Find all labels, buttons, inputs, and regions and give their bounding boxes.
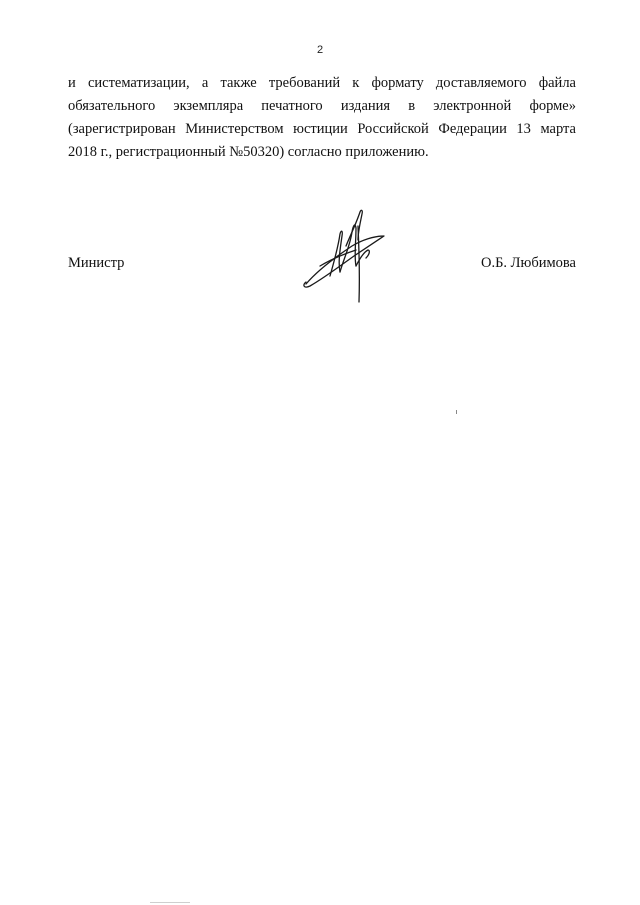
signer-name: О.Б. Любимова — [481, 255, 576, 271]
paragraph-line: обязательного экземпляра печатного издания в электронной форме» — [68, 98, 576, 114]
body-paragraph — [68, 72, 576, 164]
paragraph-line: 2018 г., регистрационный №50320) согласно приложению. — [68, 144, 429, 160]
paragraph-line: (зарегистрирован Министерством юстиции Российской Федерации 13 марта — [68, 121, 576, 137]
paragraph-line: и систематизации, а также требований к формату доставляемого файла — [68, 75, 576, 91]
handwritten-signature-icon — [300, 206, 392, 304]
signature-block — [68, 200, 576, 310]
page-number: 2 — [316, 44, 324, 56]
scan-artifact — [456, 410, 457, 414]
position-title: Министр — [68, 255, 125, 271]
scan-artifact — [150, 902, 190, 903]
